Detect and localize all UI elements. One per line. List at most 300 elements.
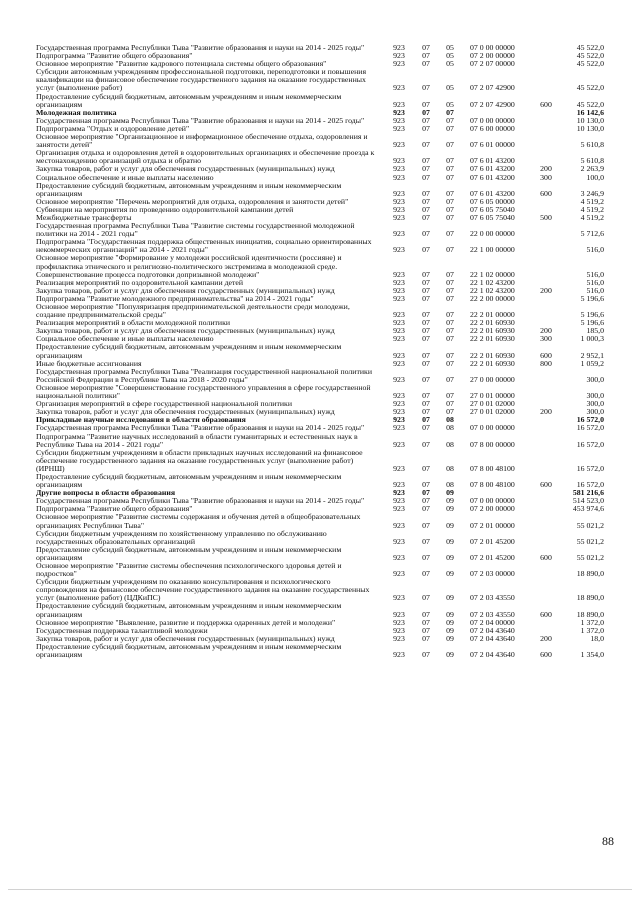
ministry-code: 923: [393, 115, 405, 125]
expense-type-code: 600: [540, 650, 552, 660]
ministry-code: 923: [393, 488, 405, 498]
row-name: Реализация мероприятий в области молодежной политики: [36, 318, 231, 328]
target-article-code: 07 2 04 43640: [470, 633, 515, 643]
row-name: Предоставление субсидий бюджетным, автономным учреждениям и иным некоммерческим организациям: [36, 601, 342, 619]
amount: 514 523,0: [572, 496, 604, 506]
amount: 10 130,0: [576, 115, 604, 125]
target-article-code: 22 1 02 00000: [470, 269, 515, 279]
ministry-code: 923: [393, 107, 405, 117]
section-code: 07: [422, 269, 430, 279]
row-name: Закупка товаров, работ и услуг для обеспечения государственных (муниципальных) нужд: [36, 285, 335, 295]
table-row: [36, 643, 604, 659]
subsection-code: 09: [446, 496, 454, 506]
amount: 5 196,6: [580, 293, 604, 303]
section-code: 07: [422, 480, 430, 490]
target-article-code: 22 2 01 60930: [470, 326, 515, 336]
section-code: 07: [422, 334, 430, 344]
ministry-code: 923: [393, 51, 405, 61]
subsection-code: 07: [446, 310, 454, 320]
target-article-code: 07 6 01 43200: [470, 156, 515, 166]
row-name: Основное мероприятие "Популяризация предпринимательской деятельности среди молодежи, создание предпринимательской среды": [36, 302, 350, 320]
row-name: Субвенции на мероприятия по проведению оздоровительной кампании детей: [36, 204, 294, 214]
amount: 4 519,2: [580, 212, 604, 222]
section-code: 07: [422, 439, 430, 449]
ministry-code: 923: [393, 633, 405, 643]
ministry-code: 923: [393, 334, 405, 344]
subsection-code: 09: [446, 552, 454, 562]
target-article-code: 07 6 05 00000: [470, 196, 515, 206]
amount: 581 216,6: [572, 488, 604, 498]
subsection-code: 05: [446, 83, 454, 93]
section-code: 07: [422, 107, 430, 117]
section-code: 07: [422, 520, 430, 530]
table-row: [36, 303, 604, 319]
target-article-code: 07 8 00 48100: [470, 463, 515, 473]
table-row: [36, 238, 604, 254]
subsection-code: 07: [446, 293, 454, 303]
table-row: [36, 513, 604, 529]
section-code: 07: [422, 164, 430, 174]
ministry-code: 923: [393, 609, 405, 619]
table-row: [36, 433, 604, 449]
row-name: Другие вопросы в области образования: [36, 488, 176, 498]
target-article-code: 07 6 01 43200: [470, 188, 515, 198]
section-code: 07: [422, 374, 430, 384]
target-article-code: 07 2 03 43550: [470, 609, 515, 619]
subsection-code: 09: [446, 504, 454, 514]
section-code: 07: [422, 188, 430, 198]
amount: 45 522,0: [576, 83, 604, 93]
section-code: 07: [422, 196, 430, 206]
ministry-code: 923: [393, 423, 405, 433]
table-row: [36, 93, 604, 109]
target-article-code: 22 2 01 60930: [470, 318, 515, 328]
ministry-code: 923: [393, 350, 405, 360]
subsection-code: 09: [446, 569, 454, 579]
row-name: Субсидии бюджетным учреждениям в области прикладных научных исследований на финансовое обеспечение государственного задания на оказание государственных услуг (выполнение работ) (ИРНШ): [36, 447, 363, 473]
row-name: Государственная программа Республики Тыва "Развитие образования и науки на 2014 - 2025 годы": [36, 496, 365, 506]
section-code: 07: [422, 350, 430, 360]
amount: 4 519,2: [580, 196, 604, 206]
ministry-code: 923: [393, 156, 405, 166]
target-article-code: 27 0 01 02000: [470, 399, 515, 409]
target-article-code: 07 6 01 43200: [470, 164, 515, 174]
section-code: 07: [422, 277, 430, 287]
subsection-code: 05: [446, 59, 454, 69]
amount: 5 712,6: [580, 229, 604, 239]
row-name: Государственная программа Республики Тыва "Развитие образования и науки на 2014 - 2025 годы": [36, 423, 365, 433]
target-article-code: 07 6 01 43200: [470, 172, 515, 182]
subsection-code: 09: [446, 520, 454, 530]
subsection-code: 07: [446, 277, 454, 287]
amount: 16 142,6: [576, 107, 604, 117]
row-name: Закупка товаров, работ и услуг для обеспечения государственных (муниципальных) нужд: [36, 633, 335, 643]
ministry-code: 923: [393, 650, 405, 660]
section-code: 07: [422, 488, 430, 498]
subsection-code: 08: [446, 415, 454, 425]
ministry-code: 923: [393, 374, 405, 384]
table-row: [36, 368, 604, 384]
amount: 45 522,0: [576, 59, 604, 69]
target-article-code: 07 0 00 00000: [470, 423, 515, 433]
subsection-code: 08: [446, 463, 454, 473]
row-name: Государственная программа Республики Тыва "Развитие образования и науки на 2014 - 2025 годы": [36, 115, 365, 125]
table-row: [36, 68, 604, 92]
table-row: [36, 546, 604, 562]
ministry-code: 923: [393, 536, 405, 546]
subsection-code: 07: [446, 358, 454, 368]
row-name: Закупка товаров, работ и услуг для обеспечения государственных (муниципальных) нужд: [36, 326, 335, 336]
row-name: Закупка товаров, работ и услуг для обеспечения государственных (муниципальных) нужд: [36, 407, 335, 417]
subsection-code: 09: [446, 609, 454, 619]
amount: 3 246,9: [580, 188, 604, 198]
section-code: 07: [422, 552, 430, 562]
expense-type-code: 800: [540, 358, 552, 368]
target-article-code: 07 2 01 45200: [470, 552, 515, 562]
section-code: 07: [422, 423, 430, 433]
ministry-code: 923: [393, 504, 405, 514]
row-name: Субсидии автономным учреждениям профессиональной подготовки, переподготовки и повышения квалификации на финансовое обеспечение государственного задания на оказание государственных услуг (выполнение работ): [36, 67, 367, 93]
table-row: [36, 562, 604, 578]
row-name: Социальное обеспечение и иные выплаты населению: [36, 172, 214, 182]
target-article-code: 07 0 00 00000: [470, 43, 515, 52]
row-name: Основное мероприятие "Совершенствование государственного управления в сфере государственной национальной политики": [36, 382, 371, 401]
subsection-code: 07: [446, 172, 454, 182]
expense-type-code: 600: [540, 350, 552, 360]
ministry-code: 923: [393, 415, 405, 425]
subsection-code: 07: [446, 399, 454, 409]
table-row: [36, 149, 604, 165]
amount: 45 522,0: [576, 99, 604, 109]
section-code: 07: [422, 593, 430, 603]
ministry-code: 923: [393, 99, 405, 109]
target-article-code: 07 2 00 00000: [470, 51, 515, 61]
amount: 5 196,6: [580, 318, 604, 328]
amount: 55 021,2: [576, 552, 604, 562]
table-row: [36, 449, 604, 473]
row-name: Субсидии бюджетным учреждениям по хозяйственному управлению по обслуживанию государственных образовательных организаций: [36, 528, 327, 546]
ministry-code: 923: [393, 277, 405, 287]
section-code: 07: [422, 633, 430, 643]
row-name: Основное мероприятие "Развитие системы обеспечения психологического здоровья детей и подростков": [36, 561, 342, 579]
row-name: Предоставление субсидий бюджетным, автономным учреждениям и иным некоммерческим организациям: [36, 544, 342, 562]
section-code: 07: [422, 609, 430, 619]
target-article-code: 07 0 00 00000: [470, 496, 515, 506]
expense-type-code: 200: [540, 164, 552, 174]
row-name: Государственная поддержка талантливой молодежи: [36, 625, 208, 635]
expense-type-code: 600: [540, 188, 552, 198]
table-row: [36, 473, 604, 489]
ministry-code: 923: [393, 439, 405, 449]
section-code: 07: [422, 617, 430, 627]
subsection-code: 09: [446, 617, 454, 627]
amount: 16 572,0: [576, 463, 604, 473]
row-name: Основное мероприятие "Перечень мероприятий для отдыха, оздоровления и занятости детей": [36, 196, 349, 206]
row-name: Субсидии бюджетным учреждениям по оказанию консультирования и психологического сопровождения на финансовое обеспечение государственного задания на оказание государственных услуг (выполнение работ) (ЦДКиПС): [36, 577, 370, 603]
section-code: 07: [422, 310, 430, 320]
amount: 4 519,2: [580, 204, 604, 214]
table-row: [36, 182, 604, 198]
subsection-code: 08: [446, 480, 454, 490]
amount: 300,0: [586, 399, 604, 409]
subsection-code: 09: [446, 536, 454, 546]
ministry-code: 923: [393, 399, 405, 409]
ministry-code: 923: [393, 59, 405, 69]
amount: 16 572,0: [576, 415, 604, 425]
subsection-code: 07: [446, 212, 454, 222]
target-article-code: 07 6 05 75040: [470, 212, 515, 222]
row-name: Прикладные научные исследования в области образования: [36, 415, 246, 425]
subsection-code: 07: [446, 204, 454, 214]
target-article-code: 07 8 00 00000: [470, 439, 515, 449]
expense-type-code: 200: [540, 407, 552, 417]
amount: 18 890,0: [576, 569, 604, 579]
ministry-code: 923: [393, 245, 405, 255]
ministry-code: 923: [393, 212, 405, 222]
table-row: [36, 384, 604, 400]
subsection-code: 07: [446, 391, 454, 401]
section-code: 07: [422, 51, 430, 61]
subsection-code: 09: [446, 488, 454, 498]
section-code: 07: [422, 650, 430, 660]
amount: 55 021,2: [576, 536, 604, 546]
section-code: 07: [422, 156, 430, 166]
table-row: [36, 578, 604, 602]
section-code: 07: [422, 123, 430, 133]
target-article-code: 07 2 01 45200: [470, 536, 515, 546]
subsection-code: 08: [446, 423, 454, 433]
target-article-code: 07 6 01 00000: [470, 140, 515, 150]
target-article-code: 07 2 03 00000: [470, 569, 515, 579]
row-name: Иные бюджетные ассигнования: [36, 358, 142, 368]
ministry-code: 923: [393, 358, 405, 368]
ministry-code: 923: [393, 463, 405, 473]
row-name: Предоставление субсидий бюджетным, автономным учреждениям и иным некоммерческим организациям: [36, 471, 342, 490]
section-code: 07: [422, 43, 430, 52]
amount: 516,0: [586, 285, 604, 295]
amount: 185,0: [586, 326, 604, 336]
target-article-code: 07 8 00 48100: [470, 480, 515, 490]
section-code: 07: [422, 293, 430, 303]
ministry-code: 923: [393, 326, 405, 336]
target-article-code: 07 6 05 75040: [470, 204, 515, 214]
subsection-code: 05: [446, 99, 454, 109]
amount: 516,0: [586, 269, 604, 279]
subsection-code: 07: [446, 334, 454, 344]
target-article-code: 07 2 03 43550: [470, 593, 515, 603]
target-article-code: 22 1 02 43200: [470, 277, 515, 287]
section-code: 07: [422, 407, 430, 417]
row-name: Реализация мероприятий по оздоровительной кампании детей: [36, 277, 244, 287]
row-name: Государственная программа Республики Тыва "Реализация государственной национальной политики Российской Федерации в Республике Тыва на 2018 - 2020 годы": [36, 366, 373, 384]
ministry-code: 923: [393, 617, 405, 627]
subsection-code: 07: [446, 107, 454, 117]
scan-edge-line: [8, 889, 632, 890]
row-name: Подпрограмма "Развитие общего образования": [36, 51, 193, 61]
section-code: 07: [422, 536, 430, 546]
target-article-code: 07 0 00 00000: [470, 115, 515, 125]
table-row: [36, 343, 604, 359]
target-article-code: 22 2 01 60930: [470, 358, 515, 368]
row-name: Подпрограмма "Развитие общего образования": [36, 504, 193, 514]
page-number: 88: [602, 834, 614, 848]
row-name: Государственная программа Республики Тыва "Развитие системы государственной молодежной политики на 2014 - 2021 годы": [36, 221, 355, 239]
ministry-code: 923: [393, 318, 405, 328]
target-article-code: 27 0 01 00000: [470, 391, 515, 401]
section-code: 07: [422, 391, 430, 401]
ministry-code: 923: [393, 229, 405, 239]
ministry-code: 923: [393, 520, 405, 530]
row-name: Основное мероприятие "Выявление, развитие и поддержка одаренных детей и молодежи": [36, 617, 336, 627]
amount: 16 572,0: [576, 480, 604, 490]
row-name: Основное мероприятие "Организационное и информационное обеспечение отдыха, оздоровления и занятости детей": [36, 132, 368, 150]
section-code: 07: [422, 358, 430, 368]
row-name: Государственная программа Республики Тыва "Развитие образования и науки на 2014 - 2025 годы": [36, 43, 365, 52]
subsection-code: 07: [446, 156, 454, 166]
section-code: 07: [422, 285, 430, 295]
table-row: [36, 602, 604, 618]
ministry-code: 923: [393, 496, 405, 506]
amount: 16 572,0: [576, 423, 604, 433]
target-article-code: 07 6 00 00000: [470, 123, 515, 133]
row-name: Основное мероприятие "Развитие системы содержания и обучения детей в общеобразовательных организациях Республики Тыва": [36, 512, 361, 530]
expense-type-code: 200: [540, 633, 552, 643]
amount: 300,0: [586, 391, 604, 401]
target-article-code: 27 0 00 00000: [470, 374, 515, 384]
subsection-code: 07: [446, 285, 454, 295]
target-article-code: 07 2 00 00000: [470, 504, 515, 514]
amount: 18,0: [590, 633, 604, 643]
subsection-code: 07: [446, 407, 454, 417]
target-article-code: 07 2 04 43640: [470, 650, 515, 660]
subsection-code: 07: [446, 245, 454, 255]
amount: 45 522,0: [576, 51, 604, 61]
amount: 516,0: [586, 277, 604, 287]
target-article-code: 07 2 07 42900: [470, 83, 515, 93]
section-code: 07: [422, 496, 430, 506]
ministry-code: 923: [393, 293, 405, 303]
ministry-code: 923: [393, 285, 405, 295]
section-code: 07: [422, 115, 430, 125]
subsection-code: 09: [446, 650, 454, 660]
subsection-code: 09: [446, 633, 454, 643]
amount: 5 610,8: [580, 156, 604, 166]
subsection-code: 07: [446, 123, 454, 133]
row-name: Предоставление субсидий бюджетным, автономным учреждениям и иным некоммерческим организациям: [36, 641, 342, 660]
section-code: 07: [422, 140, 430, 150]
expense-type-code: 600: [540, 99, 552, 109]
amount: 1 000,3: [580, 334, 604, 344]
ministry-code: 923: [393, 83, 405, 93]
ministry-code: 923: [393, 140, 405, 150]
amount: 1 059,2: [580, 358, 604, 368]
target-article-code: 27 0 01 02000: [470, 407, 515, 417]
expense-type-code: 600: [540, 552, 552, 562]
target-article-code: 22 2 01 60930: [470, 334, 515, 344]
section-code: 07: [422, 229, 430, 239]
amount: 516,0: [586, 245, 604, 255]
amount: 1 372,0: [580, 625, 604, 635]
section-code: 07: [422, 326, 430, 336]
amount: 1 372,0: [580, 617, 604, 627]
expense-type-code: 200: [540, 285, 552, 295]
row-name: Закупка товаров, работ и услуг для обеспечения государственных (муниципальных) нужд: [36, 164, 335, 174]
section-code: 07: [422, 625, 430, 635]
row-name: Социальное обеспечение и иные выплаты населению: [36, 334, 214, 344]
expense-type-code: 500: [540, 212, 552, 222]
target-article-code: 07 2 07 00000: [470, 59, 515, 69]
budget-table: [36, 44, 604, 659]
expense-type-code: 600: [540, 480, 552, 490]
ministry-code: 923: [393, 196, 405, 206]
section-code: 07: [422, 59, 430, 69]
subsection-code: 07: [446, 188, 454, 198]
ministry-code: 923: [393, 480, 405, 490]
amount: 18 890,0: [576, 609, 604, 619]
ministry-code: 923: [393, 188, 405, 198]
expense-type-code: 200: [540, 326, 552, 336]
amount: 300,0: [586, 407, 604, 417]
row-name: Основное мероприятие "Развитие кадрового потенциала системы общего образования": [36, 59, 327, 69]
target-article-code: 07 2 07 42900: [470, 99, 515, 109]
section-code: 07: [422, 399, 430, 409]
subsection-code: 07: [446, 326, 454, 336]
target-article-code: 22 2 00 00000: [470, 293, 515, 303]
subsection-code: 07: [446, 164, 454, 174]
target-article-code: 22 2 01 60930: [470, 350, 515, 360]
row-name: Организация отдыха и оздоровления детей в оздоровительных организациях и обеспечение проезда к местонахождению организаций отдыха и обратно: [36, 148, 375, 166]
target-article-code: 07 2 04 00000: [470, 617, 515, 627]
ministry-code: 923: [393, 164, 405, 174]
amount: 10 130,0: [576, 123, 604, 133]
row-name: Предоставление субсидий бюджетным, автономным учреждениям и иным некоммерческим организациям: [36, 342, 342, 360]
subsection-code: 07: [446, 318, 454, 328]
row-name: Подпрограмма "Развитие научных исследований в области гуманитарных и естественных наук в Республике Тыва на 2014 - 2021 годы": [36, 431, 358, 449]
subsection-code: 09: [446, 593, 454, 603]
target-article-code: 22 1 02 43200: [470, 285, 515, 295]
subsection-code: 07: [446, 115, 454, 125]
section-code: 07: [422, 83, 430, 93]
section-code: 07: [422, 172, 430, 182]
ministry-code: 923: [393, 269, 405, 279]
expense-type-code: 300: [540, 334, 552, 344]
row-name: Подпрограмма "Государственная поддержка общественных инициатив, социально ориентированных некоммерческих организаций" на 2014 - 2021 годы": [36, 237, 372, 255]
subsection-code: 07: [446, 374, 454, 384]
ministry-code: 923: [393, 552, 405, 562]
amount: 2 263,9: [580, 164, 604, 174]
section-code: 07: [422, 99, 430, 109]
row-name: Подпрограмма "Отдых и оздоровление детей": [36, 123, 190, 133]
subsection-code: 07: [446, 196, 454, 206]
target-article-code: 22 0 00 00000: [470, 229, 515, 239]
section-code: 07: [422, 415, 430, 425]
row-name: Основное мероприятие "Формирование у молодежи российской идентичности (россияне) и профилактика этнического и религиозно-политического экстремизма в молодежной среде. Совершенствование процесса подготовки допризывной молодежи": [36, 253, 342, 279]
ministry-code: 923: [393, 391, 405, 401]
ministry-code: 923: [393, 625, 405, 635]
table-row: [36, 530, 604, 546]
row-name: Предоставление субсидий бюджетным, автономным учреждениям и иным некоммерческим организациям: [36, 180, 342, 198]
amount: 45 522,0: [576, 43, 604, 52]
amount: 55 021,2: [576, 520, 604, 530]
section-code: 07: [422, 504, 430, 514]
amount: 1 354,0: [580, 650, 604, 660]
section-code: 07: [422, 212, 430, 222]
subsection-code: 07: [446, 140, 454, 150]
expense-type-code: 300: [540, 172, 552, 182]
amount: 2 952,1: [580, 350, 604, 360]
subsection-code: 09: [446, 625, 454, 635]
subsection-code: 07: [446, 350, 454, 360]
